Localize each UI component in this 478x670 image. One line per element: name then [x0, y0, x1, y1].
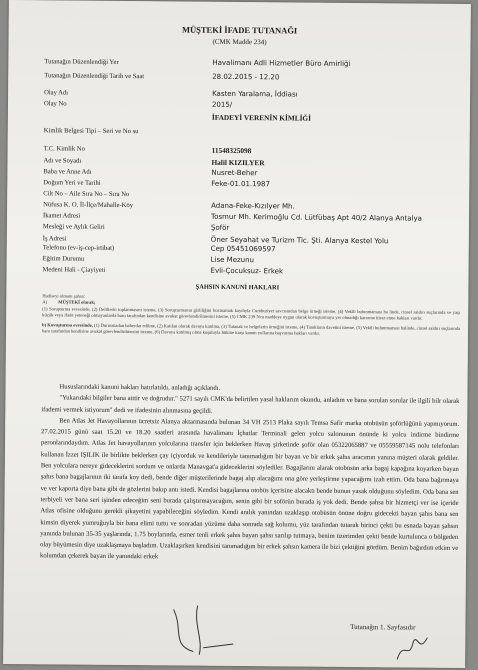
signature-scribble-left	[163, 599, 244, 660]
field-value: Nusret-Beher	[211, 168, 258, 178]
field-label: Nüfusa K. O. İl-İlçe/Mahalle-Köy	[43, 201, 134, 210]
statement-paragraph-2: "Yukarıdaki bilgiler bana aittir ve doğrudur." 5271 sayılı CMK'da belirtilen yasal haklarım okundu, anladım ve bana sorulan sorular ile ilgili bilr olarak ifademi vermek istiyorum" dedi ve ifadesinin alınmasına geçildi.	[41, 394, 460, 415]
field-label: Kimlik Belgesi Tipi – Seri ve No su	[43, 127, 139, 136]
statement-document	[3, 0, 471, 668]
rights-heading: ŞAHSIN KANUNİ HAKLARI	[195, 283, 280, 292]
field-label: Baba ve Anne Adı	[43, 168, 92, 176]
field-value: Havalimanı Adli Hizmetler Büro Amirliği	[212, 58, 351, 68]
field-value: İFADEYİ VERENİN KİMLİĞİ	[211, 112, 312, 123]
field-value: Feke-01.01.1987	[211, 179, 271, 189]
field-value: Adana-Feke-Kızılyer Mh.	[211, 201, 295, 211]
field-label: Tutanağın Düzenlendiği Yer	[44, 58, 119, 66]
rights-b	[42, 322, 460, 338]
field-label	[44, 110, 184, 111]
field-value: Evli-Çocuksuz- Erkek	[210, 266, 284, 276]
field-value: 11548325098	[211, 145, 252, 156]
field-row	[43, 264, 463, 279]
field-value: 2015/	[211, 100, 233, 109]
field-label: Olay Adı	[44, 89, 69, 97]
field-value: 28.02.2015 - 12.20	[212, 72, 280, 82]
field-label: Medeni Hali - Çiayiyeti	[42, 266, 106, 274]
field-label: Tutanağın Düzenlendiği Tarih ve Saat	[44, 72, 145, 81]
field-row	[44, 56, 464, 71]
field-row	[44, 110, 464, 125]
rights-a-label: A)	[42, 299, 48, 305]
field-label: Mesleği ve Aylık Geliri	[42, 223, 105, 231]
rights-b-text: (1) Durusmadan haberdar edilme, (2) Katılan olarak davaya katılma, (3) Tutanak ve belgelerin örneğini isteme, (4) Tanıkların davetini isteme, (5) Vekili bulunmaması halinde, cinsel saldırı suçlarında baro tarafından kendisine avukat görevlendirilmesini isteme, (6) Davaya katılmış olma koşuluyla hükme karşı kanun yollarına başvurma hakları vardır.	[41, 322, 461, 337]
document-title: MÜŞTEKİ İFADE TUTANAĞI	[181, 24, 298, 36]
rights-b-title: b) Kovuşturma evresinde,	[42, 322, 93, 328]
field-value: Halil KIZILYER	[211, 157, 265, 168]
field-label: Eğitim Durumu	[42, 255, 85, 263]
field-row	[44, 70, 464, 85]
rights-a-text: (1) Soruşturma evresinde, (2) Delillerin toplanmasını isteme, (3) Soruşturmanın gizliliğini bozmamak kaydıyla Cumhuriyet savcısından belge örneği isteme, (4) Vekili bulunmaması ha linde, cinsel saldırı suçlarında ve yaşı küçük veya ifade yeteneği olmayanlarda baro tarafından kendisine avukat görevlendirilmesini isteme, (5) CMK 239 Ncu maddeye uygun olarak kovuşturmaya yer olmadığı kararına itiraz etme hakları vardır.	[42, 305, 461, 321]
field-label: Telefonu (ev-iş-cep-irtibat)	[42, 244, 115, 252]
field-value: Tosmur Mh. Kerimoğlu Cd. Lütfübaş Apt 40/2 Alanya Antalya	[210, 212, 423, 223]
field-value: Cep 05451069597	[210, 244, 276, 254]
statement-paragraph-3: Ben Atlas Jet Havayollarının ücretsiz Alanya aktarmasında bulunan 34 VH 2513 Plaka sayılı Temsa Safir marka otobüsün şoförlüğünü yapmıyorum. 27.02.2015 günü saat 15.20 ve 18.20 saatleri arasında havalimanı İçhatlar Terminali gelen yolcu salonunun önünde ki yolcu indirme bindirme peronlarındaydım. Atlas Jet havayollarının yolcularına transfer için beklerken Havaş şirketinde şoför olan 05322065887 ve 05559587145 nolu telefonları kullanan İzzet IŞILIK ile birlikte beklerken çay içiyorduk ve kendileriyle tanımadığım bir bayan ve bir erkek şahıs aracımın yanına müşteri olarak geldiler. Ben yolculara nereye gideceklerini sordum ve onlarda Manavgat'a gideceklerini söylediler. Bagajlarını alarak otobüsün arka bagaj kapağına koyarken bayan şahıs bana bagajlarının iki tarafa koy dedi, bende diğer müşterilerinde bagaj alıp alacağımı ona göre yerleştirme yapacağımı izah ettim. Oda bana bağırmaya ve ver kaporta diye bana gibi de gözlerini bakıp antı istedi. Kendisi bagajlarına otobüs içerisine alacaktı bende bunun yasak olduğunu söyledim. Oda bana sen terbiyeli ver bana seri işinden edeceğim seni burada çalıştırmayacağım, senin gibi bir soförün burada iş yok dedi. Bende şahsa bir hizmetçi ver ise içeride Atlas ofisine olduğunu gerekli şikayetini yapabileceğini söyledim. Kendi aralık yanından uzaklaşıp otobüsün önüne doğru gidecekti bayan şahıs bana sen kimsin diyerek yumruğuyla bir bana elimi tuttu ve sonradan yüzüme daha sonrada sağ kolumu, yüz tarafından tutarak birinci çekti bu esnada bayan şahsın yanında bulunan 35-35 yaşlarında, 1.75 boylarında, esmer tenli erkek şahıs bayan şahsı sarılıp tutmaya, benim üzerimden çekti bende kurtulunca o bölgeden olay büyümesin diye uzaklaşmaya başladım. Uzaklaşırken kendisini tanımadığım bir erkek şahsın kamera ile bizi çektiğini gördüm. Benim bağırdım etkim ve kolumdan çekerek bayan ile yanındaki erkek	[40, 417, 460, 561]
rights-intro: Hadiseyi olmanı şahsa:	[42, 293, 85, 299]
field-label: Adı ve Soyadı	[43, 157, 82, 165]
field-label: Olay No	[43, 100, 67, 108]
signature-label: Tutanağın 1. Sayfasıdır	[350, 622, 416, 632]
field-label: T.C. Kimlik No	[43, 145, 85, 153]
statement-body	[40, 381, 460, 565]
rights-section	[42, 293, 460, 338]
field-value: Lise Mezunu	[210, 255, 255, 265]
rights-a-title: MÜŞTEKİ olarak;	[58, 299, 96, 306]
field-row	[44, 125, 464, 140]
field-label: İkamet Adresi	[42, 212, 81, 220]
field-label: Cilt No – Aile Sıra No – Sıra No	[43, 190, 130, 199]
field-label: İş Adresi	[42, 235, 67, 243]
field-value: Öner Seyahat ve Turizm Tic. Şti. Alanya Kestel Yolu	[210, 235, 389, 246]
field-value	[212, 127, 462, 129]
statement-paragraph-1: Hususlarındaki kanuni hakları hatırlatıldı, anladığı açıklandı.	[59, 383, 221, 392]
signature-scribble-right	[393, 631, 433, 665]
document-subtitle: (CMK Madde 234)	[212, 37, 267, 47]
field-value: Kasten Yaralama, İddiası	[212, 89, 298, 99]
field-label: Doğum Yeri ve Tarihi	[43, 179, 101, 187]
field-value: Şoför	[210, 223, 230, 232]
